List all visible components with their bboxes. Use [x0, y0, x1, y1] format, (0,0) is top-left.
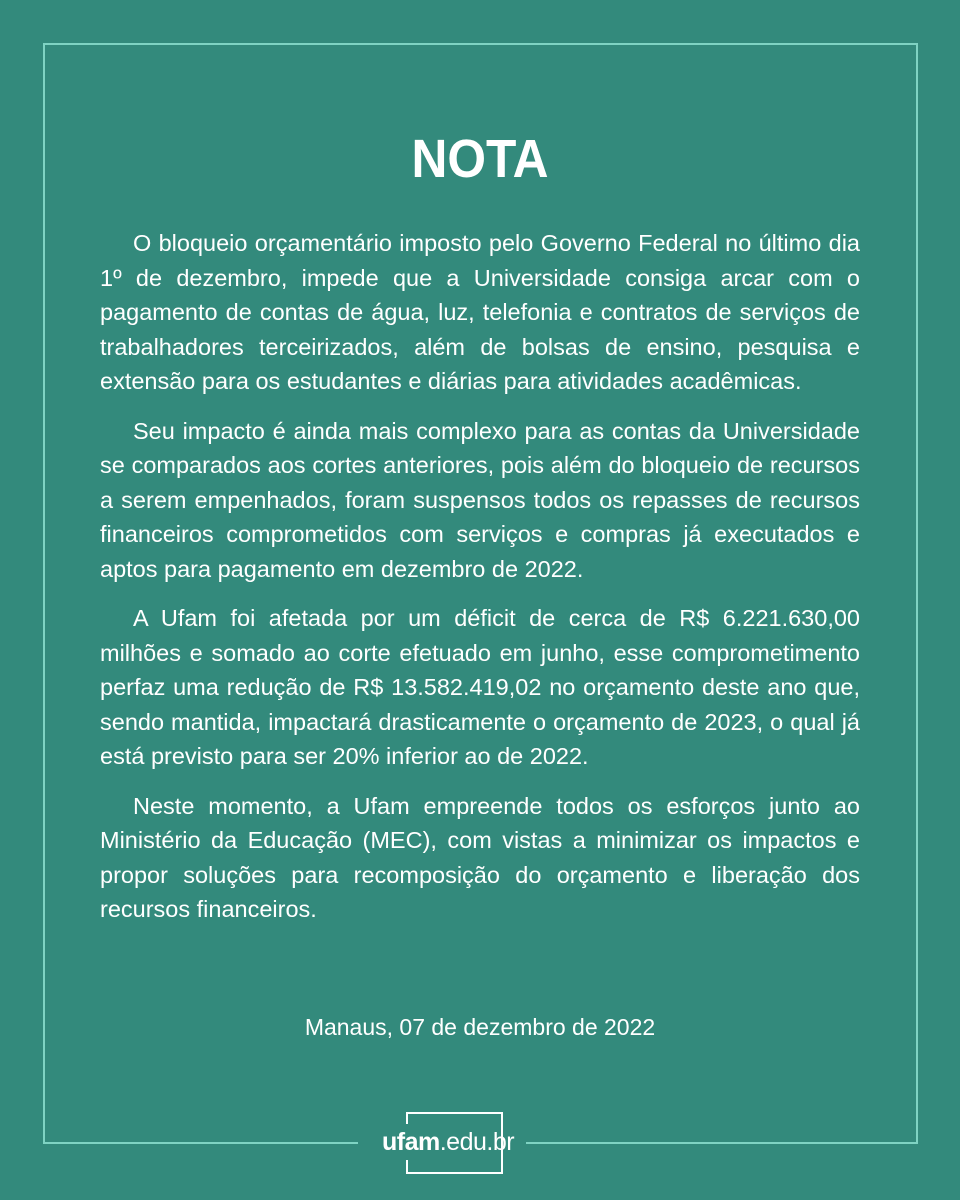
logo-text-domain: .edu.br [439, 1128, 515, 1156]
note-body [100, 226, 860, 942]
logo-frame-left-top [406, 1112, 408, 1124]
frame-border-bottom-left [43, 1142, 358, 1144]
paragraph-2: Seu impacto é ainda mais complexo para as contas da Universidade se comparados aos cortes anteriores, pois além do bloqueio de recursos a serem empenhados, foram suspensos todos os repasses de recursos financeiros comprometidos com serviços e compras já executados e aptos para pagamento em dezembro de 2022. [100, 417, 860, 582]
page-title: NOTA [411, 129, 549, 189]
logo-frame-left-bottom [406, 1160, 408, 1174]
date-line: Manaus, 07 de dezembro de 2022 [304, 1014, 656, 1040]
frame-border-left [43, 43, 45, 1143]
logo-frame-bottom [406, 1172, 503, 1174]
paragraph-4: Neste momento, a Ufam empreende todos os esforços junto ao Ministério da Educação (MEC), com vistas a minimizar os impactos e propor soluções para recomposição do orçamento e liberação dos recursos financeiros. [100, 792, 860, 922]
frame-border-bottom-right [526, 1142, 918, 1144]
paragraph-1: O bloqueio orçamentário imposto pelo Governo Federal no último dia 1º de dezembro, impede que a Universidade consiga arcar com o pagamento de contas de água, luz, telefonia e contratos de serviços de trabalhadores terceirizados, além de bolsas de ensino, pesquisa e extensão para os estudantes e diárias para atividades acadêmicas. [100, 230, 860, 394]
frame-border-right [916, 43, 918, 1143]
ufam-logo [382, 1112, 515, 1174]
paragraph-3: A Ufam foi afetada por um déficit de cerca de R$ 6.221.630,00 milhões e somado ao corte efetuado em junho, esse comprometimento perfaz uma redução de R$ 13.582.419,02 no orçamento deste ano que, sendo mantida, impactará drasticamente o orçamento de 2023, o qual já está previsto para ser 20% inferior ao de 2022. [100, 605, 860, 769]
logo-text-bold: ufam [382, 1128, 440, 1156]
logo-frame-top [406, 1112, 503, 1114]
logo-text [382, 1128, 514, 1157]
frame-border-top [43, 43, 917, 45]
